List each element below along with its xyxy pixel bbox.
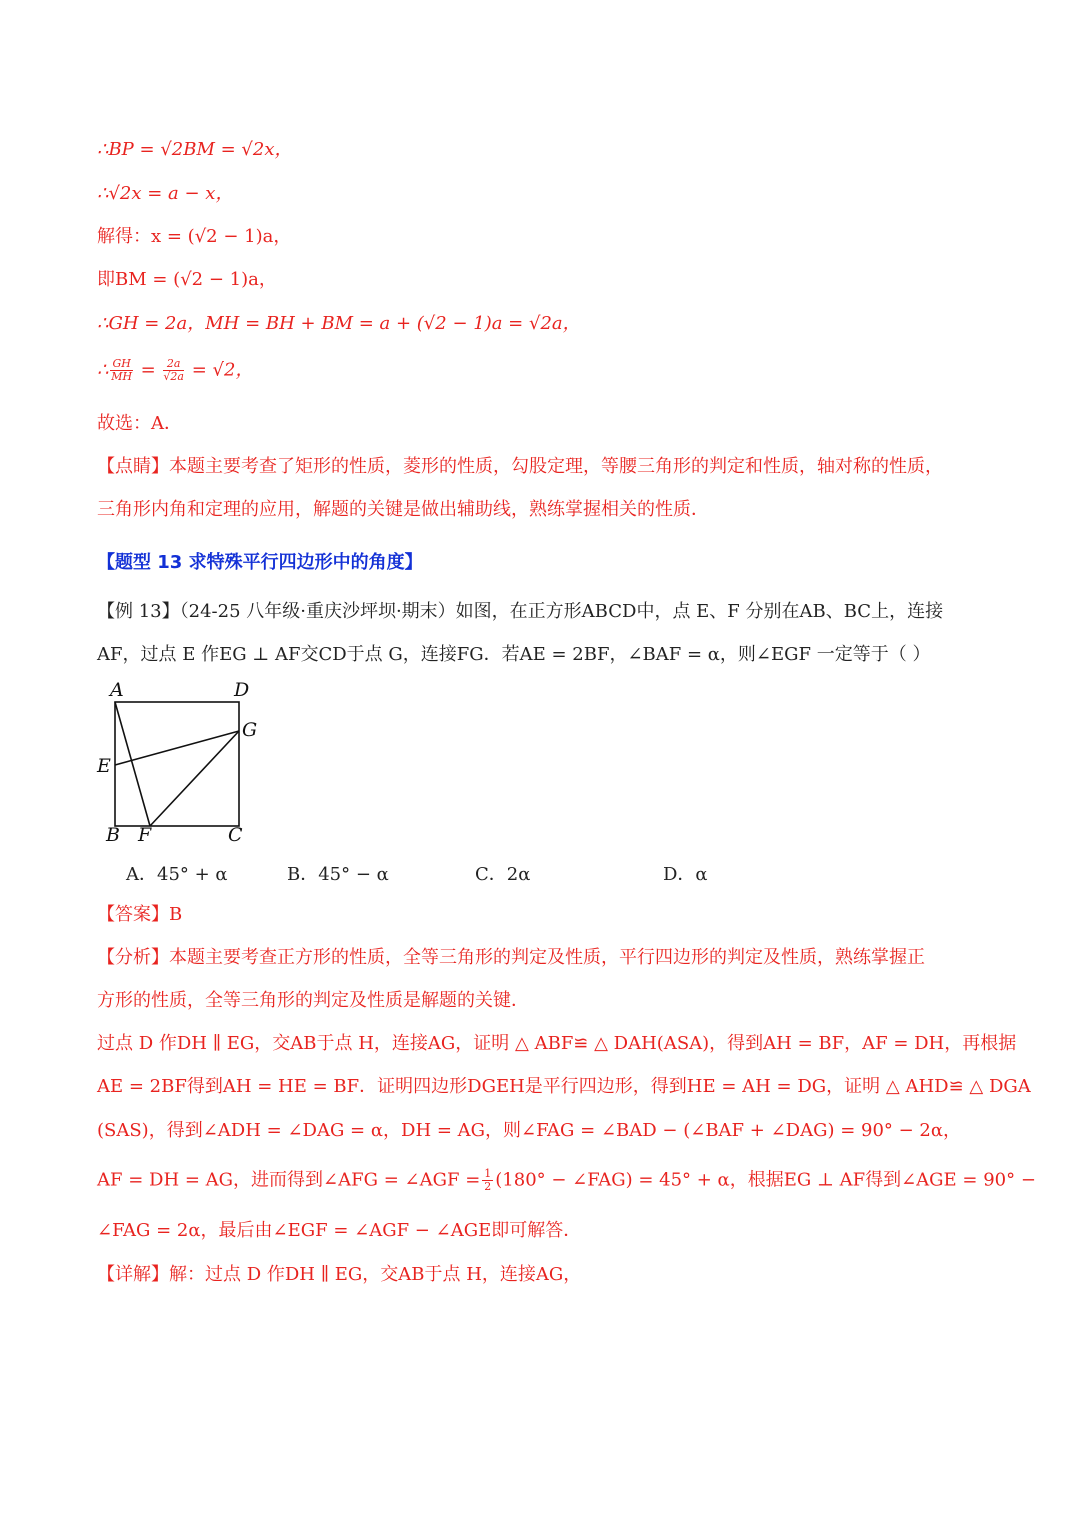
analysis-line-1 [97,946,925,970]
label-a: A [110,679,124,701]
analysis-line-3: 过点 D 作DH ∥ EG，交AB于点 H，连接AG，证明 △ ABF≌ △ DAH(ASA)，得到AH = BF，AF = DH，再根据 [97,1033,1017,1054]
analysis-half-prefix: AF = DH = AG，进而得到∠AFG = ∠AGF = [97,1169,481,1191]
solution-line-1: ∴BP = √2BM = √2x， [97,139,293,160]
option-a: A．45° + α [126,864,228,885]
ratio-fraction-2 [163,358,184,383]
label-b: B [106,824,120,846]
ratio-equals: = [140,359,156,381]
comment-tag: 【点睛】 [97,456,169,477]
option-c: C．2α [475,864,531,885]
square-figure [94,676,274,848]
comment-line-2: 三角形内角和定理的应用，解题的关键是做出辅助线，熟练掌握相关的性质． [97,499,709,520]
half-numerator: 1 [484,1167,492,1180]
answer-tag: 【答案】 [97,904,169,925]
section-title: 【题型 13 求特殊平行四边形中的角度】 [97,552,423,573]
solution-line-4: 即BM = (√2 − 1)a， [97,269,277,290]
comment-text-1: 本题主要考查了矩形的性质，菱形的性质，勾股定理，等腰三角形的判定和性质，轴对称的性质， [169,456,943,477]
ratio-numerator-2: 2a [163,358,184,371]
analysis-line-4: AE = 2BF得到AH = HE = BF．证明四边形DGEH是平行四边形，得到HE = AH = DG，证明 △ AHD≌ △ DGA [97,1076,1031,1097]
solution-line-2: ∴√2x = a − x， [97,183,234,204]
solution-line-3: 解得：x = (√2 − 1)a， [97,226,292,247]
ratio-numerator-1: GH [112,357,131,370]
ratio-prefix: ∴ [97,359,109,381]
label-d: D [234,679,250,701]
segment-eg [115,731,239,765]
label-e: E [97,755,111,777]
detail-line [97,1263,581,1287]
option-d: D．α [663,864,708,885]
label-g: G [242,719,258,741]
analysis-tag: 【分析】 [97,947,169,968]
half-fraction [482,1168,493,1193]
answer-value: B [169,904,183,925]
solution-line-5: ∴GH = 2a，MH = BH + BM = a + (√2 − 1)a = √2a， [97,313,581,334]
ratio-denominator-1: MH [111,370,133,383]
detail-text: 解：过点 D 作DH ∥ EG，交AB于点 H，连接AG， [169,1264,582,1285]
label-f: F [138,824,152,846]
ratio-denominator-2: √2a [163,370,184,383]
analysis-line-7: ∠FAG = 2α，最后由∠EGF = ∠AGF − ∠AGE即可解答． [97,1220,582,1241]
half-denominator: 2 [484,1180,492,1193]
answer-line [97,903,182,927]
option-b: B．45° − α [287,864,389,885]
label-c: C [228,824,243,846]
example-line-2: AF，过点 E 作EG ⊥ AF交CD于点 G，连接FG．若AE = 2BF，∠BAF = α，则∠EGF 一定等于（ ） [97,644,931,665]
analysis-line-5: (SAS)，得到∠ADH = ∠DAG = α，DH = AG，则∠FAG = ∠BAD − (∠BAF + ∠DAG) = 90° − 2α， [97,1120,962,1141]
analysis-line-2: 方形的性质，全等三角形的判定及性质是解题的关键． [97,990,529,1011]
ratio-line [97,358,253,383]
analysis-text-6: (180° − ∠FAG) = 45° + α，根据EG ⊥ AF得到∠AGE = 90° − [495,1169,1036,1191]
example-line-1: 【例 13】（24-25 八年级·重庆沙坪坝·期末）如图，在正方形ABCD中，点 E、F 分别在AB、BC上，连接 [97,601,944,622]
ratio-fraction-1 [110,358,132,383]
comment-line-1 [97,455,943,479]
analysis-text-1: 本题主要考查正方形的性质，全等三角形的判定及性质，平行四边形的判定及性质，熟练掌握正 [169,947,925,968]
analysis-line-6 [97,1168,1036,1193]
square-abcd [115,702,239,826]
detail-tag: 【详解】 [97,1264,169,1285]
segment-fg [150,731,239,826]
choose-answer-line: 故选：A． [97,413,182,434]
ratio-result: = √2， [191,359,254,381]
